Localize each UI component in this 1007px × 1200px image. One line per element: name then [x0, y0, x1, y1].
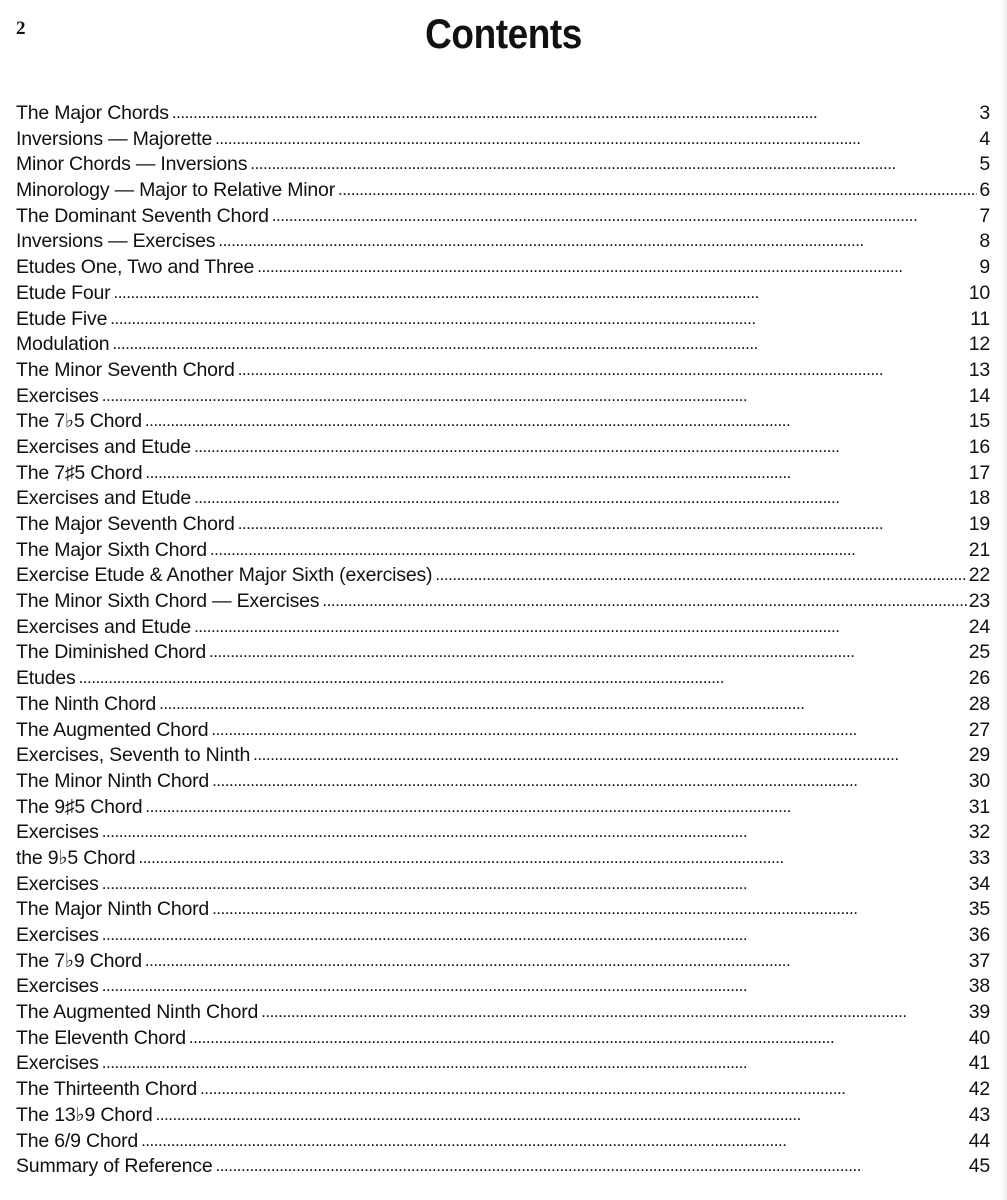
toc-entry	[16, 589, 990, 615]
toc-entry-title: Minorology — Major to Relative Minor	[16, 179, 335, 202]
dot-leader	[261, 999, 967, 1025]
toc-entry-title: Exercises, Seventh to Ninth	[16, 744, 251, 767]
toc-entry	[16, 358, 990, 384]
toc-entry-page: 43	[968, 1103, 990, 1126]
toc-entry	[16, 897, 990, 923]
toc-entry-title: Exercise Etude & Another Major Sixth (exercises)	[16, 564, 433, 587]
toc-entry-page: 27	[968, 718, 990, 741]
toc-entry-page: 23	[968, 590, 990, 613]
toc-entry-title: The Minor Ninth Chord	[16, 769, 210, 792]
dot-leader	[155, 1102, 966, 1128]
toc-entry-page: 28	[968, 692, 990, 715]
toc-entry-page: 6	[979, 179, 990, 202]
toc-entry-title: The Major Sixth Chord	[16, 538, 207, 561]
toc-entry-title: Minor Chords — Inversions	[16, 153, 248, 176]
toc-entry-page: 30	[968, 769, 990, 792]
toc-entry	[16, 127, 990, 153]
toc-entry-title: Modulation	[16, 333, 110, 356]
toc-entry-page: 9	[979, 256, 990, 279]
dot-leader	[189, 1025, 967, 1051]
dot-leader	[159, 691, 967, 717]
toc-entry-title: The Dominant Seventh Chord	[16, 204, 269, 227]
toc-entry	[16, 974, 990, 1000]
toc-entry	[16, 769, 990, 795]
toc-entry	[16, 435, 990, 461]
toc-entry-page: 15	[968, 410, 990, 433]
toc-entry-page: 29	[968, 744, 990, 767]
toc-entry	[16, 1154, 990, 1180]
toc-entry-page: 45	[968, 1155, 990, 1178]
toc-entry-page: 11	[970, 307, 990, 330]
dot-leader	[215, 126, 977, 152]
page-title: Contents	[425, 10, 582, 57]
dot-leader	[102, 973, 967, 999]
toc-entry-title: The Major Chords	[16, 102, 169, 124]
toc-entry	[16, 255, 990, 281]
toc-entry-page: 8	[979, 230, 990, 253]
dot-leader	[113, 280, 966, 306]
toc-entry-title: Exercises	[16, 975, 99, 998]
toc-entry	[16, 204, 990, 230]
toc-entry	[16, 949, 990, 975]
dot-leader	[194, 485, 967, 511]
toc-entry-page: 42	[968, 1078, 990, 1101]
toc-entry	[16, 538, 990, 564]
toc-entry-title: The Ninth Chord	[16, 692, 157, 715]
dot-leader	[212, 768, 967, 794]
toc-entry-title: Exercises and Etude	[16, 435, 192, 458]
toc-entry-title: The 7♯5 Chord	[16, 461, 143, 484]
toc-entry-title: Exercises	[16, 924, 99, 946]
toc-entry-page: 36	[968, 924, 990, 946]
toc-entry	[16, 512, 990, 538]
toc-entry	[16, 820, 990, 846]
toc-entry-page: 37	[968, 949, 990, 972]
dot-leader	[102, 383, 967, 409]
dot-leader	[102, 819, 967, 845]
dot-leader	[200, 1076, 967, 1102]
toc-entry-page: 10	[968, 281, 990, 304]
toc-entry-title: Exercises	[16, 872, 99, 895]
toc-entry-title: Exercises	[16, 1052, 99, 1075]
toc-entry-page: 34	[968, 872, 990, 895]
toc-entry	[16, 1000, 990, 1026]
toc-entry	[16, 1129, 990, 1155]
toc-entry-title: the 9♭5 Chord	[16, 846, 136, 869]
toc-entry	[16, 229, 990, 255]
page-edge-shadow	[1001, 0, 1007, 1200]
toc-entry-page: 19	[968, 513, 990, 535]
dot-leader	[218, 228, 977, 254]
toc-entry	[16, 409, 990, 435]
dot-leader	[145, 460, 966, 486]
dot-leader	[211, 717, 966, 743]
toc-entry-title: Etude Five	[16, 307, 108, 330]
dot-leader	[145, 948, 967, 974]
dot-leader	[194, 434, 967, 460]
toc-entry-title: The Augmented Chord	[16, 718, 209, 741]
table-of-contents	[16, 101, 990, 1180]
toc-entry	[16, 281, 990, 307]
toc-entry-page: 35	[968, 898, 990, 921]
toc-entry-title: Inversions — Majorette	[16, 127, 213, 150]
toc-entry	[16, 152, 990, 178]
toc-entry	[16, 1026, 990, 1052]
dot-leader	[172, 100, 977, 126]
toc-entry-page: 5	[979, 153, 990, 176]
toc-entry	[16, 666, 990, 692]
page-number: 2	[16, 18, 26, 39]
toc-entry	[16, 718, 990, 744]
toc-entry-title: Summary of Reference	[16, 1155, 213, 1178]
dot-leader	[210, 537, 967, 563]
toc-entry-page: 14	[968, 384, 990, 407]
dot-leader	[238, 511, 967, 537]
toc-entry	[16, 563, 990, 589]
toc-entry-title: The Minor Sixth Chord — Exercises	[16, 590, 320, 613]
toc-entry-page: 44	[968, 1129, 990, 1152]
toc-entry-title: Exercises	[16, 384, 99, 407]
dot-leader	[250, 151, 977, 177]
toc-entry-title: The Major Ninth Chord	[16, 898, 210, 921]
toc-entry-page: 13	[968, 358, 990, 381]
toc-entry-page: 33	[968, 846, 990, 869]
toc-entry-title: The Augmented Ninth Chord	[16, 1001, 259, 1024]
toc-entry-title: The 6/9 Chord	[16, 1129, 139, 1152]
toc-entry-page: 3	[979, 102, 990, 124]
dot-leader	[141, 1128, 967, 1154]
toc-entry	[16, 332, 990, 358]
dot-leader	[238, 357, 967, 383]
dot-leader	[209, 639, 967, 665]
dot-leader	[102, 922, 967, 948]
dot-leader	[79, 665, 967, 691]
dot-leader	[272, 203, 978, 229]
toc-entry	[16, 1051, 990, 1077]
toc-entry-page: 38	[968, 975, 990, 998]
dot-leader	[138, 845, 966, 871]
toc-entry	[16, 923, 990, 949]
toc-entry-title: The Major Seventh Chord	[16, 513, 235, 535]
toc-entry-title: The 7♭5 Chord	[16, 410, 142, 433]
toc-entry-page: 12	[968, 333, 990, 356]
toc-entry-page: 21	[968, 538, 990, 561]
toc-entry-title: Etudes	[16, 667, 76, 690]
dot-leader	[112, 331, 966, 357]
dot-leader	[322, 588, 966, 614]
dot-leader	[435, 562, 966, 588]
toc-entry-page: 7	[979, 204, 990, 227]
toc-entry	[16, 178, 990, 204]
toc-entry-page: 40	[968, 1026, 990, 1049]
toc-entry-title: Exercises	[16, 821, 99, 844]
dot-leader	[102, 1050, 967, 1076]
dot-leader	[253, 742, 967, 768]
toc-entry-page: 41	[968, 1052, 990, 1075]
dot-leader	[102, 871, 967, 897]
toc-entry-page: 17	[968, 461, 990, 484]
toc-entry	[16, 101, 990, 127]
dot-leader	[194, 614, 967, 640]
dot-leader	[257, 254, 977, 280]
toc-entry	[16, 640, 990, 666]
toc-entry-page: 32	[968, 821, 990, 844]
toc-entry	[16, 615, 990, 641]
dot-leader	[145, 794, 966, 820]
toc-entry	[16, 307, 990, 333]
toc-entry	[16, 743, 990, 769]
toc-entry-title: The 13♭9 Chord	[16, 1103, 153, 1126]
toc-entry-page: 25	[968, 641, 990, 664]
toc-entry-page: 22	[968, 564, 990, 587]
toc-entry-title: The Thirteenth Chord	[16, 1078, 197, 1101]
toc-entry-page: 18	[968, 487, 990, 510]
toc-entry	[16, 1077, 990, 1103]
dot-leader	[145, 408, 967, 434]
toc-entry	[16, 872, 990, 898]
toc-entry-title: Exercises and Etude	[16, 615, 192, 638]
toc-entry-title: Inversions — Exercises	[16, 230, 216, 253]
toc-entry-title: The 9♯5 Chord	[16, 795, 143, 818]
toc-entry-page: 24	[968, 615, 990, 638]
toc-entry	[16, 486, 990, 512]
toc-entry	[16, 795, 990, 821]
toc-entry-title: The 7♭9 Chord	[16, 949, 142, 972]
toc-entry-title: The Eleventh Chord	[16, 1026, 186, 1049]
toc-entry-page: 16	[968, 435, 990, 458]
toc-entry-title: The Diminished Chord	[16, 641, 207, 664]
toc-entry-page: 4	[979, 127, 990, 150]
dot-leader	[212, 896, 967, 922]
toc-entry-title: The Minor Seventh Chord	[16, 358, 235, 381]
dot-leader	[338, 177, 977, 203]
toc-entry-page: 39	[968, 1001, 990, 1024]
dot-leader	[110, 306, 968, 332]
toc-entry	[16, 1103, 990, 1129]
dot-leader	[216, 1153, 967, 1179]
toc-entry-page: 31	[968, 795, 990, 818]
toc-entry	[16, 846, 990, 872]
toc-entry-title: Etudes One, Two and Three	[16, 256, 255, 279]
toc-entry	[16, 461, 990, 487]
toc-entry	[16, 384, 990, 410]
toc-entry-title: Exercises and Etude	[16, 487, 192, 510]
toc-entry-title: Etude Four	[16, 281, 111, 304]
toc-entry	[16, 692, 990, 718]
toc-entry-page: 26	[968, 667, 990, 690]
